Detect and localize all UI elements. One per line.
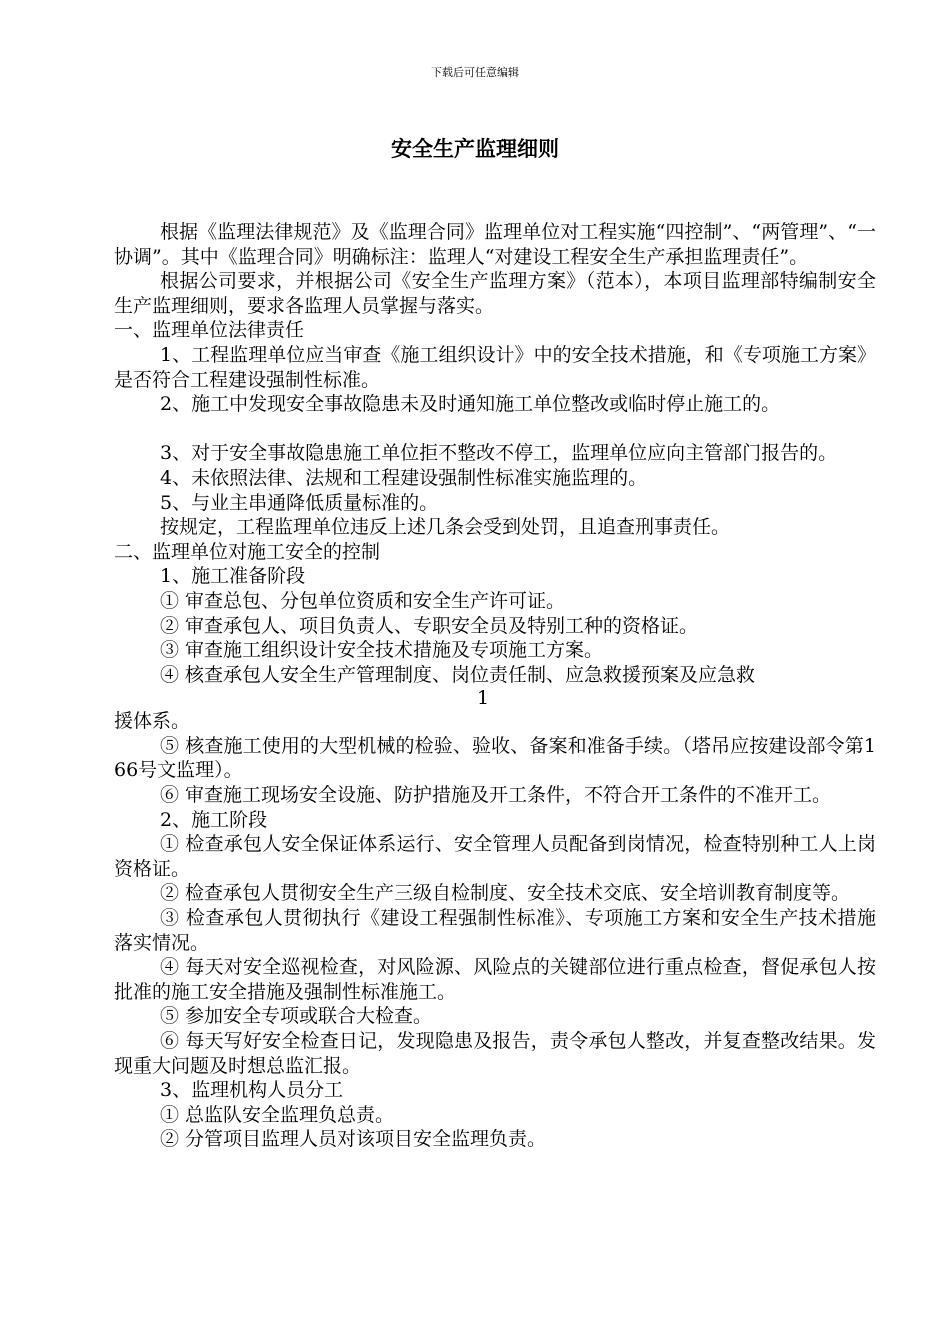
- page-number: 1: [476, 687, 490, 710]
- document-body: [114, 220, 876, 1152]
- page-header-note: 下载后可任意编辑: [431, 66, 519, 79]
- list-item-continuation: 援体系。: [114, 710, 191, 733]
- list-item: ⑤ 核查施工使用的大型机械的检验、验收、备案和准备手续。（塔吊应按建设部令第166号文监理）。: [114, 734, 876, 782]
- list-item: ⑥ 审查施工现场安全设施、防护措施及开工条件，不符合开工条件的不准开工。: [160, 784, 832, 807]
- section-heading: 一、监理单位法律责任: [114, 319, 305, 342]
- list-item: ③ 审查施工组织设计安全技术措施及专项施工方案。: [160, 639, 604, 662]
- subsection-heading: 3、监理机构人员分工: [160, 1079, 344, 1102]
- list-item: ④ 每天对安全巡视检查，对风险源、风险点的关键部位进行重点检查，督促承包人按批准的施工安全措施及强制性标准施工。: [114, 956, 876, 1003]
- list-item: ③ 检查承包人贯彻执行《建设工程强制性标准》、专项施工方案和安全生产技术措施落实情况。: [114, 907, 876, 954]
- list-item: ① 审查总包、分包单位资质和安全生产许可证。: [160, 589, 566, 612]
- list-item: 按规定，工程监理单位违反上述几条会受到处罚，且追查刑事责任。: [160, 516, 731, 539]
- list-item: ① 检查承包人安全保证体系运行、安全管理人员配备到岗情况，检查特别种工人上岗资格证。: [114, 833, 876, 880]
- list-item: ② 审查承包人、项目负责人、专职安全员及特别工种的资格证。: [160, 614, 699, 637]
- list-item: ⑥ 每天写好安全检查日记，发现隐患及报告，责令承包人整改，并复查整改结果。发现重大问题及时想总监汇报。: [114, 1030, 876, 1077]
- list-item: 2、施工中发现安全事故隐患未及时通知施工单位整改或临时停止施工的。: [160, 393, 781, 416]
- subsection-heading: 1、施工准备阶段: [160, 565, 306, 588]
- intro-paragraph: 根据公司要求，并根据公司《安全生产监理方案》（范本），本项目监理部特编制安全生产监理细则，要求各监理人员掌握与落实。: [114, 270, 876, 317]
- subsection-heading: 2、施工阶段: [160, 808, 268, 831]
- blank-line: [114, 417, 876, 442]
- list-item: 4、未依照法律、法规和工程建设强制性标准实施监理的。: [160, 466, 648, 489]
- list-item: ② 检查承包人贯彻安全生产三级自检制度、安全技术交底、安全培训教育制度等。: [160, 882, 851, 905]
- list-item: 1、工程监理单位应当审查《施工组织设计》中的安全技术措施，和《专项施工方案》是否符合工程建设强制性标准。: [114, 343, 876, 391]
- list-item: ⑤ 参加安全专项或联合大检查。: [160, 1005, 433, 1028]
- list-item: 3、对于安全事故隐患施工单位拒不整改不停工，监理单位应向主管部门报告的。: [160, 442, 838, 465]
- list-item: ① 总监队安全监理负总责。: [160, 1103, 395, 1126]
- list-item: ④ 核查承包人安全生产管理制度、岗位责任制、应急救援预案及应急救: [160, 663, 756, 686]
- section-heading: 二、监理单位对施工安全的控制: [114, 540, 381, 563]
- document-title: 安全生产监理细则: [391, 136, 559, 161]
- list-item: ② 分管项目监理人员对该项目安全监理负责。: [160, 1128, 547, 1151]
- intro-paragraph: 根据《监理法律规范》及《监理合同》监理单位对工程实施“四控制”、“两管理”、“一协调”。其中《监理合同》明确标注：监理人“对建设工程安全生产承担监理责任”。: [114, 221, 876, 268]
- list-item: 5、与业主串通降低质量标准的。: [160, 491, 439, 514]
